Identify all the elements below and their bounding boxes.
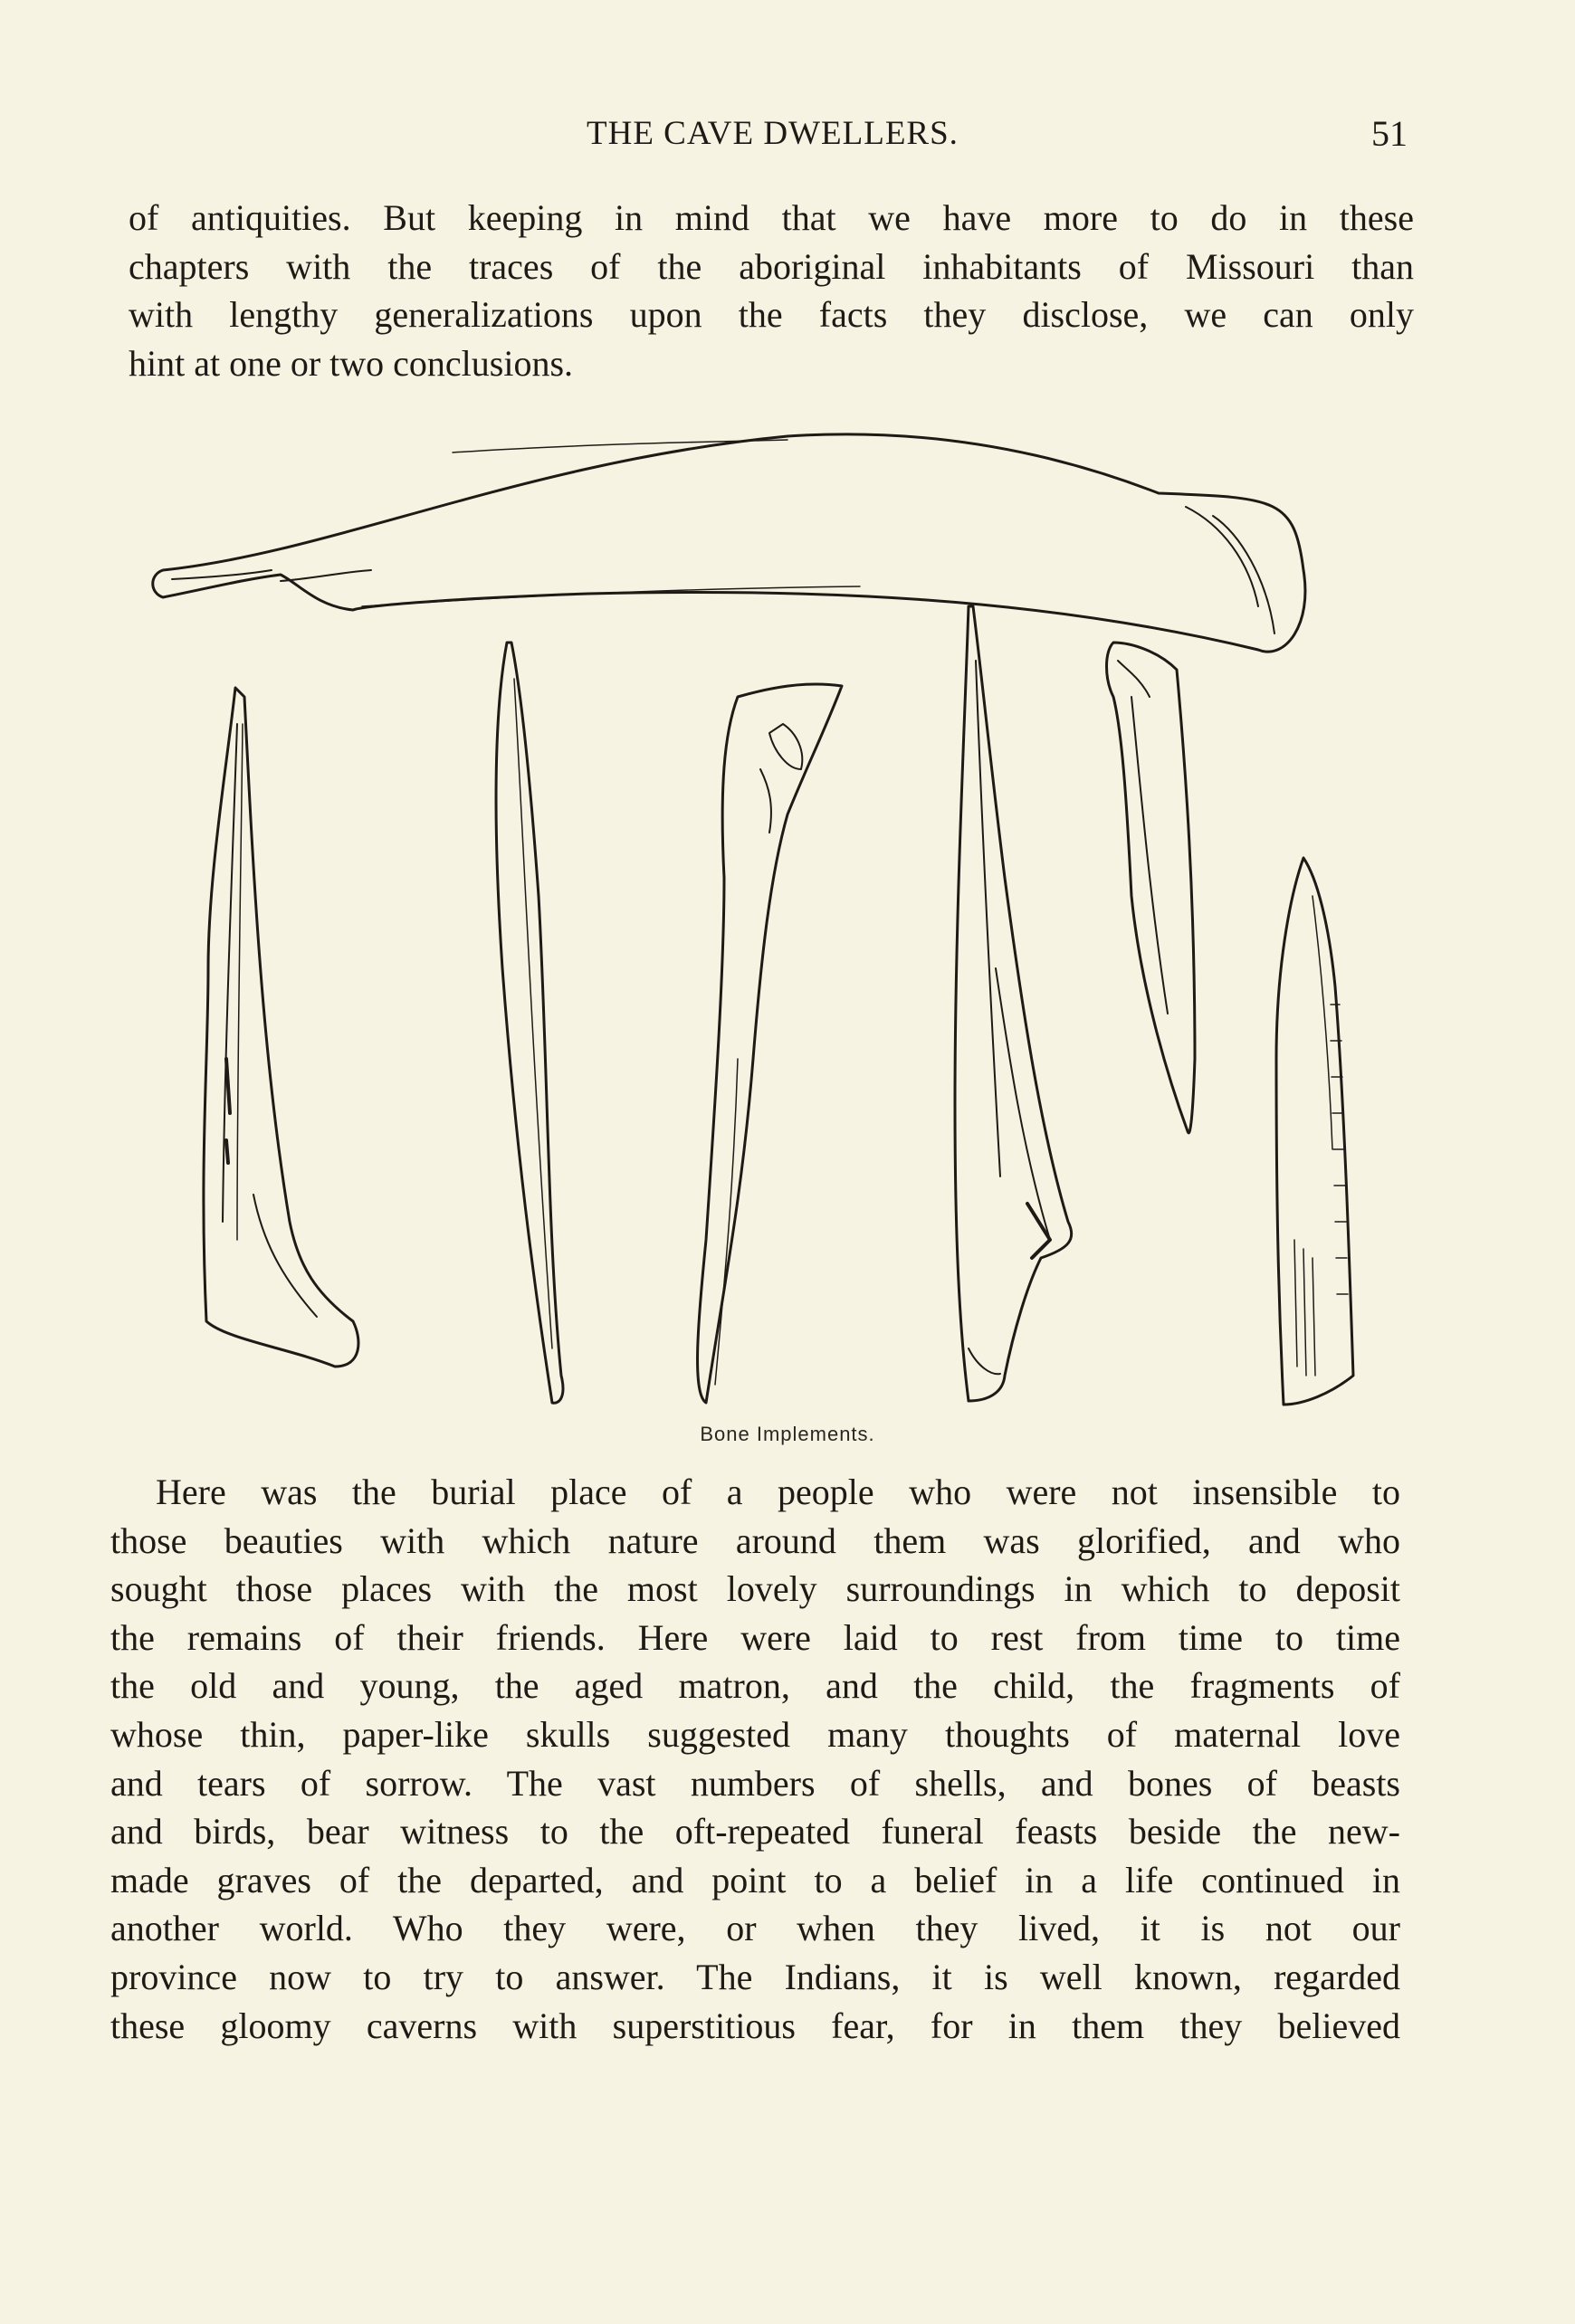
text-line: whose thin, paper-like skulls suggested many thoughts of maternal love <box>110 1713 1400 1755</box>
text-line: of antiquities. But keeping in mind that we have more to do in these <box>129 197 1414 238</box>
text-line: province now to try to answer. The Indians, it is well known, regarded <box>110 1956 1400 1997</box>
bone-awl-drawing-1 <box>204 688 358 1367</box>
text-line: hint at one or two conclusions. <box>129 342 574 384</box>
bone-tool-drawing-3 <box>698 684 842 1403</box>
figure-caption: Bone Implements. <box>700 1423 875 1445</box>
text-line: sought those places with the most lovely surroundings in which to deposit <box>110 1568 1400 1610</box>
bone-point-drawing-6 <box>1276 858 1353 1405</box>
long-bone-drawing <box>153 434 1305 652</box>
text-line: made graves of the departed, and point to a belief in a life continued in <box>110 1859 1400 1900</box>
text-line: the old and young, the aged matron, and the child, the fragments of <box>110 1665 1400 1707</box>
bone-tool-drawing-4 <box>955 606 1072 1401</box>
text-line: another world. Who they were, or when they lived, it is not our <box>110 1908 1400 1949</box>
text-line: the remains of their friends. Here were laid to rest from time to time <box>110 1616 1400 1658</box>
text-line: and tears of sorrow. The vast numbers of shells, and bones of beasts <box>110 1762 1400 1804</box>
page-number: 51 <box>1371 113 1408 154</box>
paragraph-1 <box>129 194 1414 387</box>
text-line: these gloomy caverns with superstitious fear, for in them they believed <box>110 2005 1400 2046</box>
bone-implements-illustration <box>136 425 1403 1421</box>
running-head <box>0 114 1575 159</box>
bone-awl-drawing-2 <box>496 643 563 1403</box>
bone-awl-drawing-5 <box>1107 643 1196 1133</box>
text-line: chapters with the traces of the aboriginal inhabitants of Missouri than <box>129 245 1414 287</box>
paragraph-2 <box>110 1468 1400 2050</box>
text-line: and birds, bear witness to the oft-repeated funeral feasts beside the new- <box>110 1811 1400 1853</box>
running-title: THE CAVE DWELLERS. <box>587 115 959 152</box>
text-line: with lengthy generalizations upon the facts they disclose, we can only <box>129 294 1414 336</box>
text-line: those beauties with which nature around them was glorified, and who <box>110 1519 1400 1561</box>
text-line: Here was the burial place of a people who were not insensible to <box>156 1472 1400 1512</box>
